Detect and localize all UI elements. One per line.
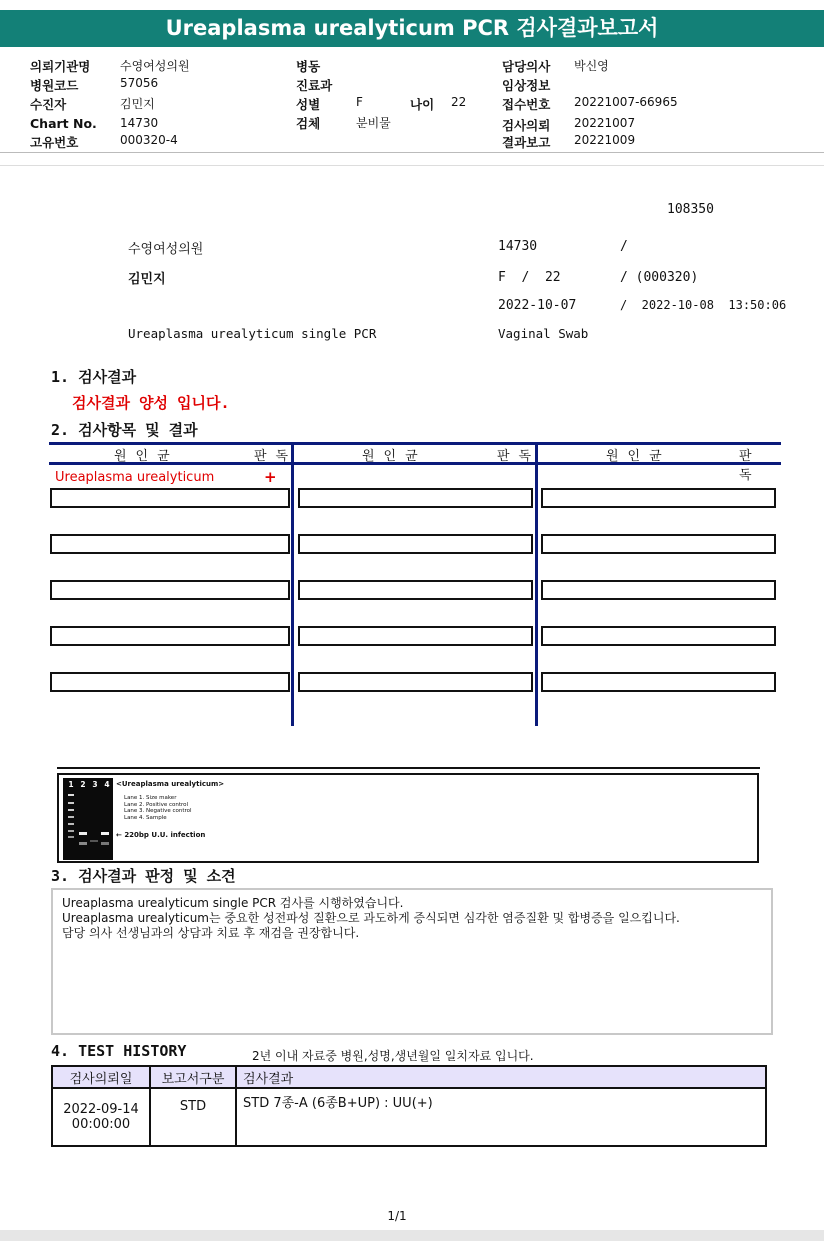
col-header-pathogen: 원인균 bbox=[362, 449, 427, 464]
opinion-box bbox=[51, 888, 773, 1035]
age-label: 나이 bbox=[410, 97, 435, 112]
clinical-info-label: 임상정보 bbox=[502, 78, 551, 93]
results-grid bbox=[49, 442, 781, 727]
empty-result-box bbox=[50, 580, 290, 600]
empty-result-box bbox=[541, 488, 776, 508]
summary-specimen: Vaginal Swab bbox=[498, 326, 589, 341]
history-table bbox=[51, 1065, 767, 1147]
sex-label: 성별 bbox=[296, 97, 321, 112]
chart-no-label: Chart No. bbox=[30, 116, 97, 131]
hospital-name-label: 의뢰기관명 bbox=[30, 59, 91, 74]
opinion-line: Ureaplasma urealyticum single PCR 검사를 시행하였습니다. bbox=[62, 896, 404, 910]
chart-no-value: 14730 bbox=[120, 116, 159, 130]
history-date-cell bbox=[52, 1088, 150, 1146]
section-4-heading: 4. TEST HISTORY bbox=[51, 1042, 187, 1060]
report-date-value: 20221009 bbox=[574, 133, 636, 147]
history-result: STD 7종-A (6종B+UP) : UU(+) bbox=[236, 1088, 766, 1146]
result-pathogen-name: Ureaplasma urealyticum bbox=[55, 470, 215, 485]
hospital-code-value: 57056 bbox=[120, 76, 159, 90]
specimen-label: 검체 bbox=[296, 116, 321, 131]
col-header-judge: 판독 bbox=[497, 449, 541, 464]
summary-test-name: Ureaplasma urealyticum single PCR bbox=[128, 326, 377, 341]
section-1-heading: 1. 검사결과 bbox=[51, 368, 137, 386]
lane-number: 4 bbox=[104, 780, 110, 789]
grid-col-divider bbox=[535, 442, 538, 726]
gel-band-arrow bbox=[116, 831, 205, 839]
gel-band-label: 220bp U.U. infection bbox=[124, 831, 206, 839]
gel-title: <Ureaplasma urealyticum> bbox=[116, 780, 225, 788]
summary-id: / (000320) bbox=[620, 270, 699, 285]
empty-result-box bbox=[541, 626, 776, 646]
doctor-label: 담당의사 bbox=[502, 59, 551, 74]
empty-result-box bbox=[50, 534, 290, 554]
gel-legend-item: Lane 3. Negative control bbox=[124, 808, 192, 814]
empty-result-box bbox=[541, 580, 776, 600]
doctor-value: 박신영 bbox=[574, 59, 609, 73]
result-positive-sign: + bbox=[264, 468, 277, 486]
page-number: 1/1 bbox=[387, 1209, 407, 1223]
arrow-left-icon: ← bbox=[116, 831, 122, 839]
empty-result-box bbox=[298, 534, 533, 554]
empty-result-box bbox=[298, 672, 533, 692]
empty-result-box bbox=[541, 534, 776, 554]
receipt-no-label: 접수번호 bbox=[502, 97, 551, 112]
hospital-name-value: 수영여성의원 bbox=[120, 59, 190, 73]
col-header-judge: 판독 bbox=[254, 449, 298, 464]
summary-chart: 14730 bbox=[498, 239, 538, 254]
gel-top-line bbox=[57, 767, 760, 769]
request-date-value: 20221007 bbox=[574, 116, 636, 130]
summary-sex-age: F / 22 bbox=[498, 270, 561, 285]
lane-number: 3 bbox=[92, 780, 98, 789]
report-title: Ureaplasma urealyticum PCR 검사결과보고서 bbox=[0, 10, 824, 47]
section-2-heading: 2. 검사항목 및 결과 bbox=[51, 421, 198, 439]
history-note: 2년 이내 자료중 병원,성명,생년월일 일치자료 입니다. bbox=[252, 1049, 534, 1063]
gel-panel bbox=[57, 773, 759, 863]
summary-request-date: 2022-10-07 bbox=[498, 298, 577, 313]
unique-no-label: 고유번호 bbox=[30, 135, 79, 150]
history-col-result: 검사결과 bbox=[236, 1066, 766, 1088]
sex-value: F bbox=[356, 95, 363, 109]
lane-number: 2 bbox=[80, 780, 86, 789]
patient-label: 수진자 bbox=[30, 97, 67, 112]
empty-result-box bbox=[50, 488, 290, 508]
empty-result-box bbox=[298, 580, 533, 600]
table-row bbox=[52, 1088, 766, 1146]
col-header-judge: 판독 bbox=[739, 449, 761, 483]
summary-patient: 김민지 bbox=[128, 272, 166, 287]
patient-value: 김민지 bbox=[120, 97, 155, 111]
section-3-heading: 3. 검사결과 판정 및 소견 bbox=[51, 867, 236, 885]
grid-col-divider bbox=[291, 442, 294, 726]
empty-result-box bbox=[50, 626, 290, 646]
empty-result-box bbox=[298, 488, 533, 508]
history-date: 2022-09-14 bbox=[63, 1102, 139, 1117]
divider bbox=[0, 152, 824, 153]
dept-label: 진료과 bbox=[296, 78, 333, 93]
opinion-line: Ureaplasma urealyticum는 중요한 성전파성 질환으로 과도하게 증식되면 심각한 염증질환 및 합병증을 일으킵니다. bbox=[62, 911, 680, 925]
unique-no-value: 000320-4 bbox=[120, 133, 178, 147]
opinion-line: 담당 의사 선생님과의 상담과 치료 후 재검을 권장합니다. bbox=[62, 926, 360, 940]
specimen-value: 분비물 bbox=[356, 116, 391, 130]
col-header-pathogen: 원인균 bbox=[606, 449, 671, 464]
receipt-no-value: 20221007-66965 bbox=[574, 95, 678, 109]
summary-report-datetime: / 2022-10-08 13:50:06 bbox=[620, 298, 787, 312]
history-header-row bbox=[52, 1066, 766, 1088]
report-date-label: 결과보고 bbox=[502, 135, 551, 150]
lane-number: 1 bbox=[68, 780, 74, 789]
gel-electrophoresis-image bbox=[63, 778, 113, 860]
hospital-code-label: 병원코드 bbox=[30, 78, 79, 93]
history-type: STD bbox=[150, 1088, 236, 1146]
result-positive-text: 검사결과 양성 입니다. bbox=[72, 394, 230, 412]
age-value: 22 bbox=[451, 95, 467, 109]
gel-legend-item: Lane 4. Sample bbox=[124, 814, 167, 821]
empty-result-box bbox=[298, 626, 533, 646]
history-col-type: 보고서구분 bbox=[150, 1066, 236, 1088]
history-col-date: 검사의뢰일 bbox=[52, 1066, 150, 1088]
empty-result-box bbox=[541, 672, 776, 692]
gel-legend-item: Lane 2. Positive control bbox=[124, 801, 189, 808]
ward-label: 병동 bbox=[296, 59, 321, 74]
gel-bands bbox=[63, 778, 113, 860]
header-info bbox=[0, 55, 824, 150]
divider bbox=[0, 165, 824, 166]
request-date-label: 검사의뢰 bbox=[502, 118, 551, 133]
col-header-pathogen: 원인균 bbox=[114, 449, 179, 464]
summary-slash: / bbox=[620, 239, 628, 254]
footer-bar bbox=[0, 1230, 824, 1241]
gel-legend-item: Lane 1. Size maker bbox=[124, 795, 177, 801]
summary-code: 108350 bbox=[667, 202, 714, 217]
history-time: 00:00:00 bbox=[71, 1117, 131, 1132]
empty-result-box bbox=[50, 672, 290, 692]
summary-clinic: 수영여성의원 bbox=[128, 242, 204, 257]
gel-legend bbox=[124, 795, 192, 821]
